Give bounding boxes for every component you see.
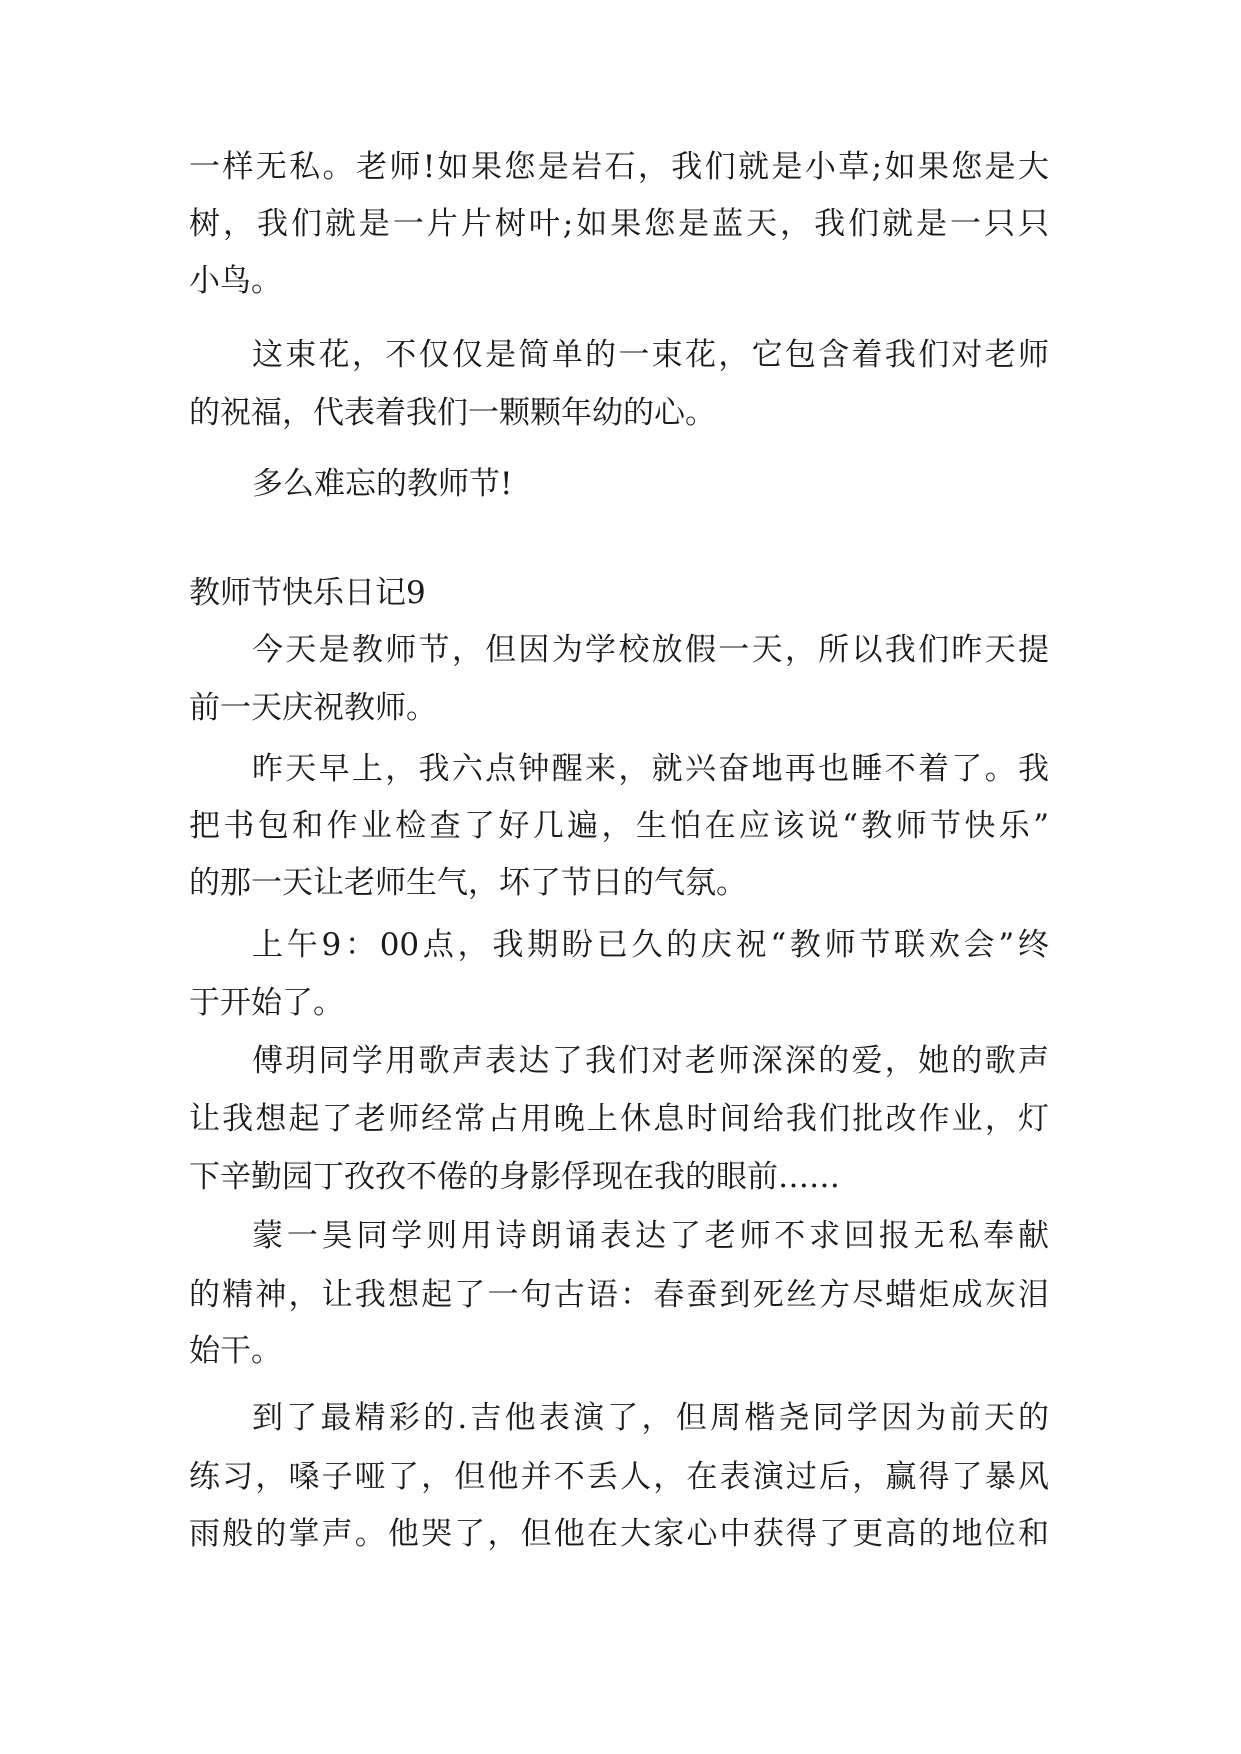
text-line: 始干。 [189,1333,282,1369]
text-line: 的祝福，代表着我们一颗颗年幼的心。 [189,395,716,431]
paragraph-first-line: 昨天早上，我六点钟醒来，就兴奋地再也睡不着了。我 [252,751,1049,787]
paragraph-first-line: 上午9：00点，我期盼已久的庆祝“教师节联欢会”终 [252,927,1049,963]
text-line: 树，我们就是一片片树叶;如果您是蓝天，我们就是一只只 [189,206,1049,242]
text-line: 一样无私。老师!如果您是岩石，我们就是小草;如果您是大 [189,149,1049,185]
paragraph-first-line: 多么难忘的教师节! [252,466,513,502]
section-heading: 教师节快乐日记9 [189,575,426,611]
text-line: 小鸟。 [189,263,282,299]
text-line: 雨般的掌声。他哭了，但他在大家心中获得了更高的地位和 [189,1516,1049,1552]
text-line: 的精神，让我想起了一句古语：春蚕到死丝方尽蜡炬成灰泪 [189,1277,1049,1313]
text-line: 前一天庆祝教师。 [189,690,437,726]
text-line: 的那一天让老师生气，坏了节日的气氛。 [189,865,747,901]
paragraph-first-line: 这束花，不仅仅是简单的一束花，它包含着我们对老师 [252,337,1049,373]
text-line: 让我想起了老师经常占用晚上休息时间给我们批改作业，灯 [189,1101,1049,1137]
paragraph-first-line: 到了最精彩的.吉他表演了，但周楷尧同学因为前天的 [252,1400,1049,1436]
text-line: 下辛勤园丁孜孜不倦的身影俘现在我的眼前…… [189,1159,840,1195]
paragraph-first-line: 今天是教师节，但因为学校放假一天，所以我们昨天提 [252,632,1049,668]
paragraph-first-line: 蒙一昊同学则用诗朗诵表达了老师不求回报无私奉献 [252,1218,1049,1254]
text-line: 于开始了。 [189,985,344,1021]
text-line: 练习，嗓子哑了，但他并不丢人，在表演过后，赢得了暴风 [189,1459,1049,1495]
paragraph-first-line: 傅玥同学用歌声表达了我们对老师深深的爱，她的歌声 [252,1043,1049,1079]
text-line: 把书包和作业检查了好几遍，生怕在应该说“教师节快乐” [189,808,1049,844]
